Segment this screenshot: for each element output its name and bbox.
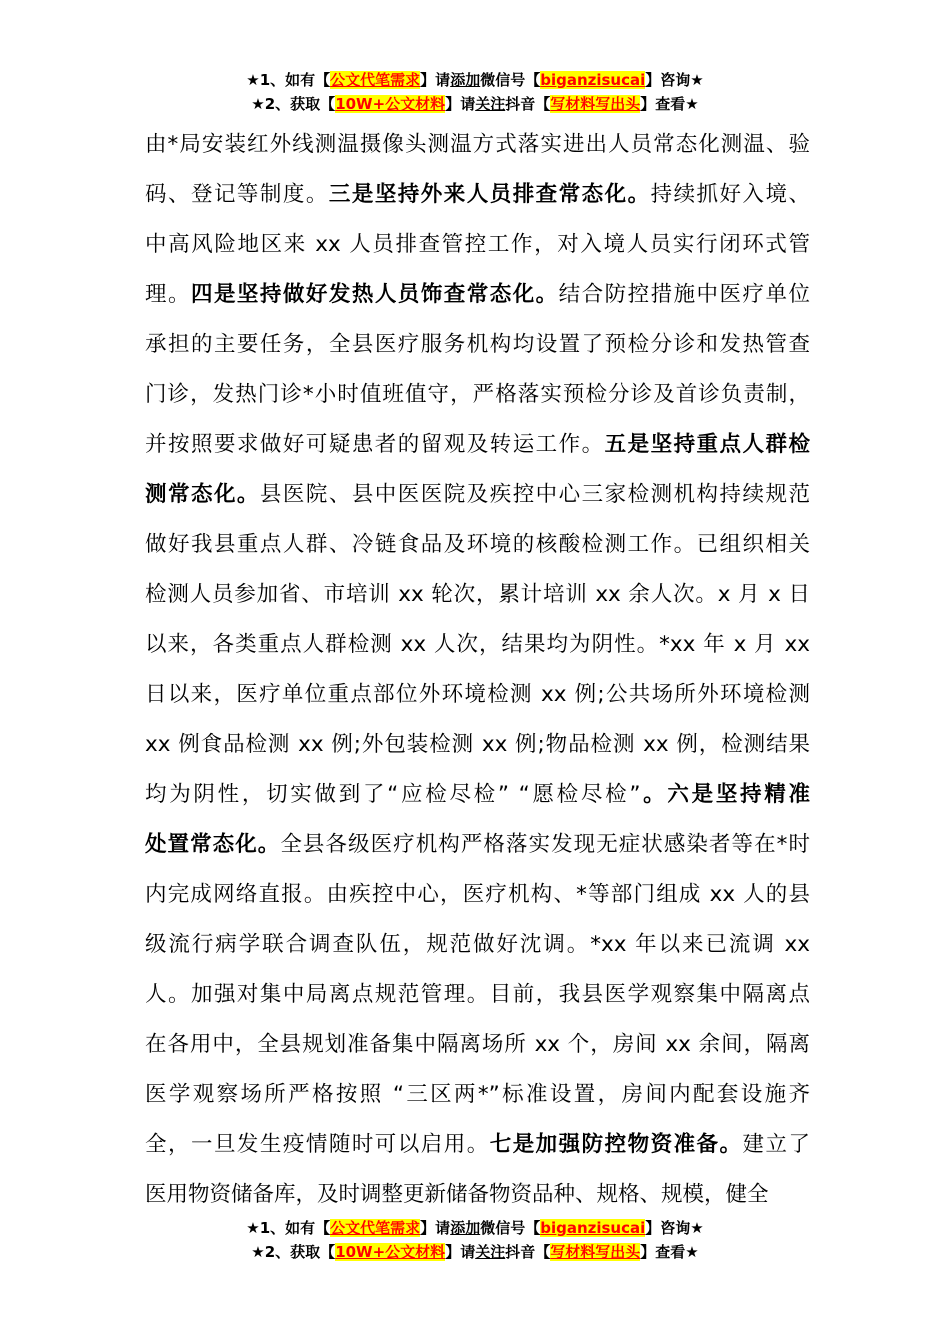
text-segment: 码、登记等制度。 — [145, 182, 329, 207]
text-line — [145, 770, 810, 820]
banner-text: 微信号【 — [480, 71, 541, 89]
bold-heading-segment: 五是坚持重点人群检 — [604, 432, 810, 457]
banner-text: 】请 — [445, 1243, 476, 1261]
banner-text: 微信号【 — [480, 1219, 541, 1237]
text-segment: 并按照要求做好可疑患者的留观及转运工作。 — [145, 432, 605, 457]
banner-highlight: 10W+公文材料 — [335, 95, 446, 113]
banner-underline: 添加 — [450, 1219, 481, 1237]
text-segment: 由*局安装红外线测温摄像头测温方式落实进出人员常态化测温、验 — [145, 132, 810, 157]
banner-highlight: 10W+公文材料 — [335, 1243, 446, 1261]
banner-highlight: biganzisucai — [540, 1219, 646, 1237]
text-line — [145, 570, 810, 620]
bold-heading-segment: 四是坚持做好发热人员饰查常态化。 — [190, 282, 559, 307]
text-segment: 医学观察场所严格按照 “三区两*”标准设置，房间内配套设施齐 — [145, 1082, 810, 1107]
banner-line-1 — [0, 68, 950, 92]
text-segment: 中高风险地区来 xx 人员排查管控工作，对入境人员实行闭环式管 — [145, 232, 810, 257]
banner-text: 】咨询★ — [645, 1219, 704, 1237]
text-line — [145, 620, 810, 670]
banner-line-1 — [0, 1216, 950, 1240]
banner-highlight: 写材料写出头 — [550, 1243, 641, 1261]
text-segment: 建立了 — [742, 1132, 810, 1157]
banner-highlight: biganzisucai — [540, 71, 646, 89]
banner-highlight: 公文代笔需求 — [330, 71, 421, 89]
text-segment: 持续抓好入境、 — [650, 182, 810, 207]
banner-text: 】查看★ — [640, 1243, 699, 1261]
text-segment: 结合防控措施中医疗单位 — [558, 282, 810, 307]
text-segment: 县医院、县中医医院及疾控中心三家检测机构持续规范 — [259, 482, 810, 507]
bold-heading-segment: 测常态化。 — [145, 482, 260, 507]
banner-highlight: 写材料写出头 — [550, 95, 641, 113]
text-line — [145, 520, 810, 570]
top-banner — [0, 68, 950, 116]
text-segment: 理。 — [145, 282, 191, 307]
banner-text: ★1、如有【 — [246, 71, 331, 89]
banner-text: 】查看★ — [640, 95, 699, 113]
text-line — [145, 970, 810, 1020]
text-line — [145, 270, 810, 320]
text-segment: 人。加强对集中局离点规范管理。目前，我县医学观察集中隔离点 — [145, 982, 810, 1007]
text-segment: 级流行病学联合调查队伍，规范做好沈调。*xx 年以来已流调 xx — [145, 932, 810, 957]
text-segment: 内完成网络直报。由疾控中心，医疗机构、*等部门组成 xx 人的县 — [145, 882, 810, 907]
text-line — [145, 120, 810, 170]
text-segment: 做好我县重点人群、冷链食品及环境的核酸检测工作。已组织相关 — [145, 532, 810, 557]
document-body — [145, 120, 810, 1220]
text-line — [145, 220, 810, 270]
text-line — [145, 320, 810, 370]
banner-text: ★2、获取【 — [251, 95, 336, 113]
banner-text: ★1、如有【 — [246, 1219, 331, 1237]
text-line — [145, 1020, 810, 1070]
text-segment: xx 例食品检测 xx 例;外包装检测 xx 例;物品检测 xx 例，检测结果 — [145, 732, 810, 757]
text-line — [145, 1120, 810, 1170]
banner-line-2 — [0, 92, 950, 116]
banner-underline: 添加 — [450, 71, 481, 89]
text-segment: 全县各级医疗机构严格落实发现无症状感染者等在*时 — [280, 832, 810, 857]
text-segment: 以来，各类重点人群检测 xx 人次，结果均为阴性。*xx 年 x 月 xx — [145, 632, 810, 657]
text-line — [145, 720, 810, 770]
text-segment: 承担的主要任务，全县医疗服务机构均设置了预检分诊和发热管查 — [145, 332, 810, 357]
banner-text: 】咨询★ — [645, 71, 704, 89]
text-line — [145, 470, 810, 520]
banner-text: 】请 — [445, 95, 476, 113]
banner-text: 抖音【 — [505, 95, 551, 113]
text-line — [145, 420, 810, 470]
bold-heading-segment: 七是加强防控物资准备。 — [489, 1132, 743, 1157]
banner-text: 抖音【 — [505, 1243, 551, 1261]
bold-heading-segment: 。六是坚持精准 — [640, 782, 810, 807]
banner-text: ★2、获取【 — [251, 1243, 336, 1261]
text-line — [145, 670, 810, 720]
text-line — [145, 170, 810, 220]
text-line — [145, 370, 810, 420]
text-segment: 均为阴性，切实做到了“应检尽检” “愿检尽检” — [145, 782, 641, 807]
banner-line-2 — [0, 1240, 950, 1264]
text-line — [145, 920, 810, 970]
banner-highlight: 公文代笔需求 — [330, 1219, 421, 1237]
banner-text: 】请 — [420, 71, 451, 89]
bold-heading-segment: 三是坚持外来人员排查常态化。 — [328, 182, 651, 207]
banner-text: 】请 — [420, 1219, 451, 1237]
text-segment: 在各用中，全县规划准备集中隔离场所 xx 个，房间 xx 余间，隔离 — [145, 1032, 810, 1057]
banner-underline: 关注 — [475, 1243, 506, 1261]
text-segment: 检测人员参加省、市培训 xx 轮次，累计培训 xx 余人次。x 月 x 日 — [145, 582, 810, 607]
text-line — [145, 1070, 810, 1120]
bottom-banner — [0, 1216, 950, 1264]
text-segment: 门诊，发热门诊*小时值班值守，严格落实预检分诊及首诊负责制， — [145, 382, 810, 407]
text-line — [145, 870, 810, 920]
bold-heading-segment: 处置常态化。 — [145, 832, 281, 857]
text-line — [145, 1170, 810, 1220]
banner-underline: 关注 — [475, 95, 506, 113]
text-segment: 全，一旦发生疫情随时可以启用。 — [145, 1132, 490, 1157]
text-segment: 日以来，医疗单位重点部位外环境检测 xx 例;公共场所外环境检测 — [145, 682, 810, 707]
text-segment: 医用物资储备库，及时调整更新储备物资品种、规格、规模，健全 — [145, 1182, 769, 1207]
text-line — [145, 820, 810, 870]
